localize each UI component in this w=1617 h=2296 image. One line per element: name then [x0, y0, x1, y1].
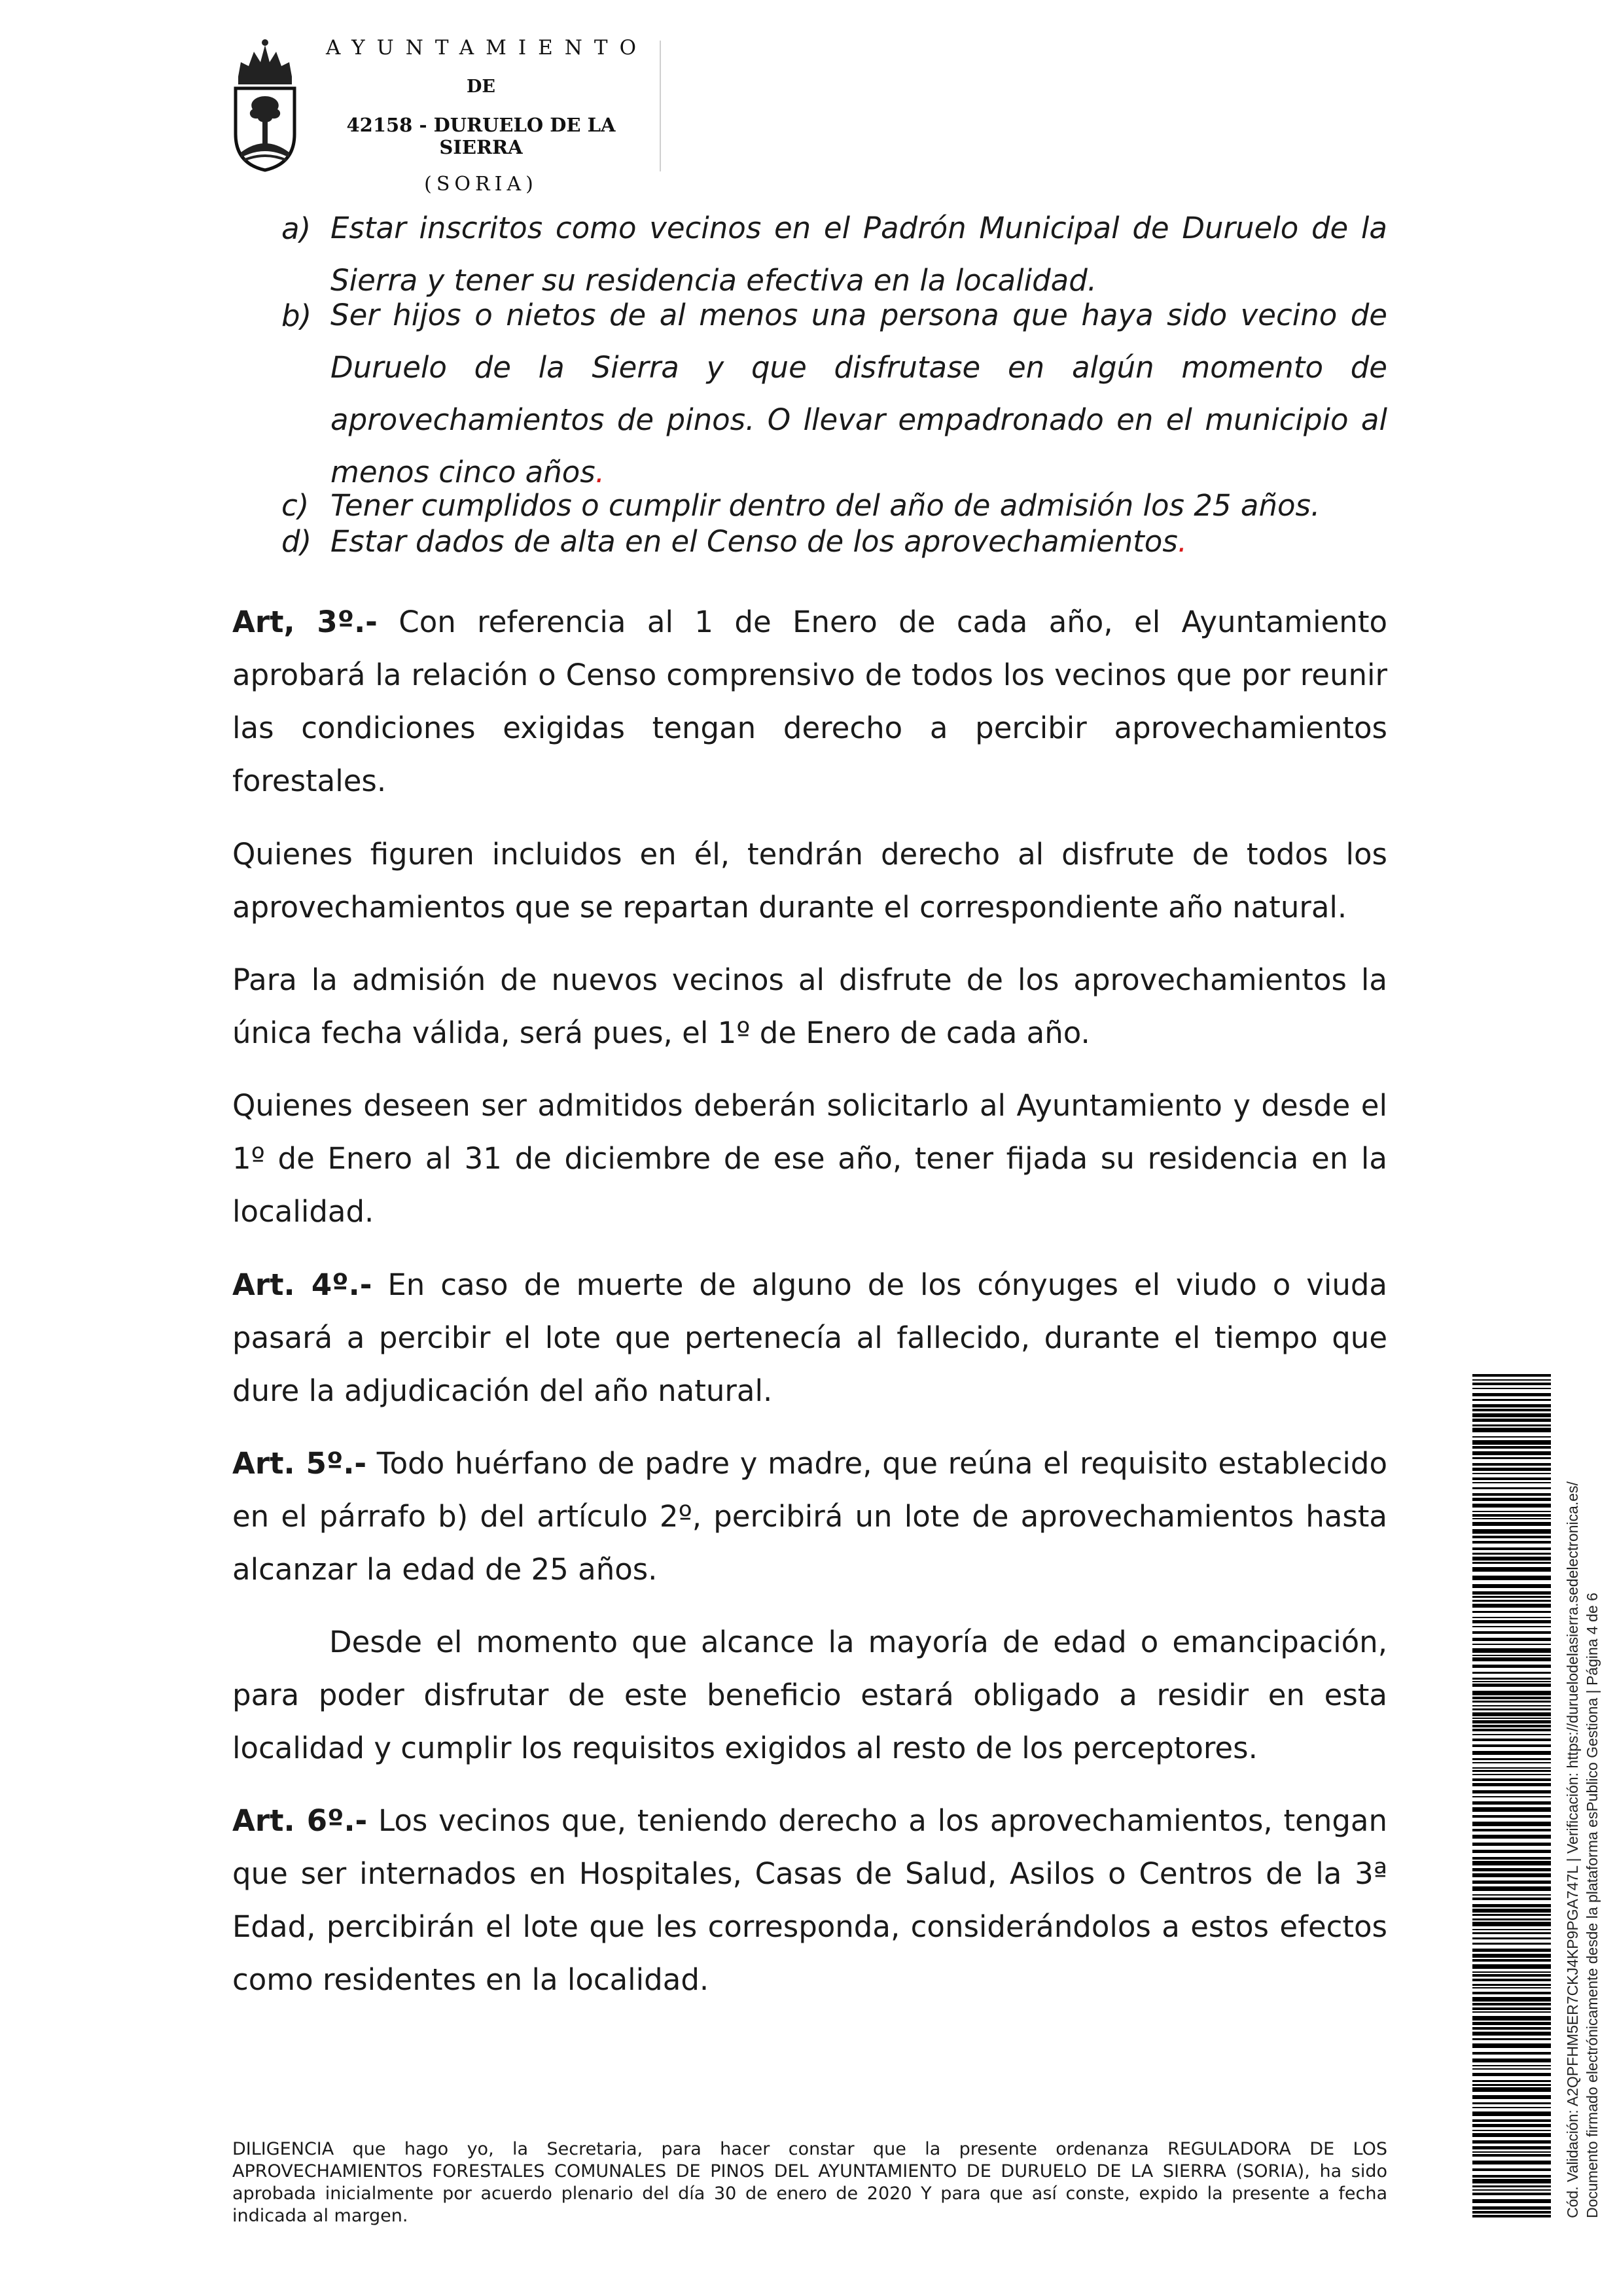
barcode-bar — [1472, 1631, 1551, 1634]
list-marker: d) — [281, 524, 312, 559]
letterhead-divider — [660, 41, 661, 171]
barcode-bar — [1472, 1807, 1551, 1812]
list-item-text: Estar inscritos como vecinos en el Padrón Municipal de Duruelo de la Sierra y tener su residencia efectiva en la localidad. — [330, 211, 1387, 298]
barcode-bar — [1472, 1937, 1551, 1939]
barcode-bar — [1472, 2016, 1551, 2021]
list-marker: b) — [281, 298, 312, 333]
barcode-bar — [1472, 1413, 1551, 1417]
article-6: Art. 6º.- Los vecinos que, teniendo derecho a los aprovechamientos, tengan que ser internados en Hospitales, Casas de Salud, Asilos o Centros de la 3ª Edad, percibirán el lote que les corresponda, considerándolos a estos efectos como residentes en la localidad. — [232, 1803, 1387, 1997]
barcode-bar — [1472, 1536, 1551, 1538]
barcode-bar — [1472, 1591, 1551, 1595]
barcode-bar — [1472, 1436, 1551, 1438]
barcode-bar — [1472, 1576, 1551, 1580]
barcode-bar — [1472, 2161, 1551, 2164]
barcode-bar — [1472, 2007, 1551, 2010]
barcode-bar — [1472, 1691, 1551, 1695]
barcode-bar — [1472, 1493, 1551, 1496]
barcode-bar — [1472, 1997, 1551, 2002]
barcode-bar — [1472, 1409, 1551, 1411]
barcode-bar — [1472, 1511, 1551, 1512]
barcode-bar — [1472, 1979, 1551, 1981]
barcode-bar — [1472, 1914, 1551, 1916]
barcode-bar — [1472, 1718, 1551, 1719]
barcode-bar — [1472, 1584, 1551, 1588]
paragraph: Desde el momento que alcance la mayoría de edad o emancipación, para poder disfrutar de este beneficio estará obligado a residir en esta localidad y cumplir los requisitos exigidos al resto de los perceptores. — [232, 1625, 1387, 1765]
barcode-bar — [1472, 1498, 1551, 1501]
barcode-bar — [1472, 2095, 1551, 2099]
barcode-bar — [1472, 2119, 1551, 2122]
barcode-bar — [1472, 1620, 1551, 1623]
diligence-note: DILIGENCIA que hago yo, la Secretaria, para hacer constar que la presente ordenanza REGULADORA DE LOS APROVECHAMIENTOS FORESTALES COMUNALES DE PINOS DEL AYUNTAMIENTO DE DURUELO DE LA SIERRA (SORIA), ha sido aprobada inicialmente por acuerdo plenario del día 30 de enero de 2020 Y para que así conste, expido la presente a fecha indicada al margen. — [232, 2139, 1387, 2226]
barcode-bar — [1472, 1557, 1551, 1561]
barcode-bar — [1472, 1604, 1551, 1608]
barcode-bar — [1472, 1626, 1551, 1627]
barcode-bar — [1472, 2080, 1551, 2082]
barcode-bar — [1472, 2068, 1551, 2070]
barcode-bar — [1472, 1541, 1551, 1544]
barcode-bar — [1472, 1487, 1551, 1489]
barcode-bar — [1472, 1783, 1551, 1786]
barcode-bar — [1472, 1596, 1551, 1598]
barcode-bar — [1472, 1457, 1551, 1459]
barcode-bar — [1472, 1562, 1551, 1564]
barcode-bar — [1472, 2211, 1551, 2214]
barcode-bar — [1472, 1767, 1551, 1769]
article-label: Art. 6º.- — [232, 1803, 368, 1838]
barcode-bar — [1472, 2102, 1551, 2104]
article-label: Art. 4º.- — [232, 1267, 372, 1302]
barcode-bar — [1472, 2215, 1551, 2217]
article-label: Art. 5º.- — [232, 1446, 367, 1481]
barcode-bar — [1472, 1739, 1551, 1741]
barcode-bar — [1472, 1477, 1551, 1480]
barcode-bar — [1472, 1861, 1551, 1865]
barcode-bar — [1472, 1518, 1551, 1519]
barcode-bar — [1472, 1648, 1551, 1653]
barcode-bar — [1472, 2189, 1551, 2191]
barcode-bar — [1472, 1547, 1551, 1550]
barcode-bar — [1472, 1873, 1551, 1877]
barcode-bar — [1472, 1918, 1551, 1920]
barcode-bar — [1472, 1529, 1551, 1534]
barcode-bar — [1472, 1857, 1551, 1860]
barcode-bar — [1472, 1894, 1551, 1896]
barcode-bar — [1472, 1638, 1551, 1641]
barcode-bar — [1472, 1463, 1551, 1466]
barcode-bar — [1472, 1681, 1551, 1682]
barcode-bar — [1472, 1964, 1551, 1969]
barcode-bar — [1472, 1835, 1551, 1839]
barcode-bar — [1472, 2058, 1551, 2062]
barcode-bar — [1472, 1886, 1551, 1891]
list-marker: a) — [281, 211, 311, 246]
barcode-bar — [1472, 1751, 1551, 1755]
barcode-bar — [1472, 1705, 1551, 1706]
barcode-bar — [1472, 1922, 1551, 1926]
barcode-bar — [1472, 1898, 1551, 1900]
barcode-bar — [1472, 1404, 1551, 1407]
barcode-bar — [1472, 1720, 1551, 1723]
barcode-bar — [1472, 2193, 1551, 2195]
barcode-bar — [1472, 1778, 1551, 1781]
barcode-bar — [1472, 1514, 1551, 1517]
barcode-bar — [1472, 2027, 1551, 2030]
barcode-bar — [1472, 1672, 1551, 1674]
article-5: Art. 5º.- Todo huérfano de padre y madre, que reúna el requisito establecido en el párrafo b) del artículo 2º, percibirá un lote de aprovechamientos hasta alcanzar la edad de 25 años. — [232, 1446, 1387, 1587]
paragraph: Quienes figuren incluidos en él, tendrán derecho al disfrute de todos los aprovechamientos que se repartan durante el correspondiente año natural. — [232, 837, 1387, 925]
barcode-bar — [1472, 2124, 1551, 2127]
barcode-bar — [1472, 1843, 1551, 1846]
barcode-bar — [1472, 1984, 1551, 1986]
barcode-bar — [1472, 2168, 1551, 2171]
barcode-bar — [1472, 2133, 1551, 2137]
barcode-bar — [1472, 2073, 1551, 2076]
barcode-bar — [1472, 2052, 1551, 2055]
barcode-bar — [1472, 1796, 1551, 1797]
letterhead-line-3: 42158 - DURUELO DE LA SIERRA — [346, 114, 616, 158]
municipal-crest-icon — [229, 36, 301, 173]
barcode-bar — [1472, 1379, 1551, 1381]
barcode-bar — [1472, 2199, 1551, 2203]
barcode-bar — [1472, 1974, 1551, 1977]
barcode-bar — [1472, 1725, 1551, 1727]
barcode-bar — [1472, 1504, 1551, 1508]
list-item-text: Ser hijos o nietos de al menos una persona que haya sido vecino de Duruelo de la Sierra y que disfrutase en algún momento de aprovechamientos de pinos. O llevar empadronado en el municipio al menos cinco años. — [330, 298, 1387, 489]
list-item-text: Estar dados de alta en el Censo de los aprovechamientos. — [330, 524, 1188, 559]
barcode-bar — [1472, 1553, 1551, 1555]
barcode-bar — [1472, 1790, 1551, 1793]
article-4: Art. 4º.- En caso de muerte de alguno de los cónyuges el viudo o viuda pasará a percibir el lote que pertenecía al fallecido, durante el tiempo que dure la adjudicación del año natural. — [232, 1267, 1387, 1408]
barcode-bar — [1472, 1440, 1551, 1445]
barcode-bar — [1472, 1943, 1551, 1945]
barcode-bar — [1472, 1929, 1551, 1930]
barcode-bar — [1472, 1388, 1551, 1389]
barcode-bar — [1472, 1758, 1551, 1760]
barcode-bar — [1472, 2185, 1551, 2187]
barcode-bar — [1472, 1992, 1551, 1994]
barcode-bar — [1472, 1815, 1551, 1818]
verification-text — [1563, 1407, 1602, 2218]
barcode-bar — [1472, 1904, 1551, 1907]
letterhead-text — [308, 36, 654, 196]
barcode-bar — [1472, 1850, 1551, 1853]
letterhead-line-4: (SORIA) — [424, 173, 538, 196]
barcode-bar — [1472, 1617, 1551, 1618]
barcode-bar — [1472, 1987, 1551, 1988]
barcode-bar — [1472, 2032, 1551, 2036]
verification-line-1: Cód. Validación: A2QPFHM5ER7CKJ4KP9PGA747L | Verificación: https://duruelodelasierra.sedelectronica.es/ — [1564, 1481, 1581, 2218]
barcode-bar — [1472, 1657, 1551, 1661]
paragraph: Quienes deseen ser admitidos deberán solicitarlo al Ayuntamiento y desde el 1º de Enero al 31 de diciembre de ese año, tener fijada su residencia en la localidad. — [232, 1088, 1387, 1229]
barcode-bar — [1472, 2038, 1551, 2040]
barcode-bar — [1472, 2146, 1551, 2149]
verification-line-2: Documento firmado electrónicamente desde la plataforma esPublico Gestiona | Página 4 de 6 — [1584, 1593, 1601, 2218]
barcode-bar — [1472, 1374, 1551, 1377]
barcode-bar — [1472, 1684, 1551, 1687]
barcode-bar — [1472, 1829, 1551, 1831]
barcode-bar — [1472, 1701, 1551, 1703]
barcode-bar — [1472, 1393, 1551, 1396]
list-item-text: Tener cumplidos o cumplir dentro del año de admisión los 25 años. — [330, 488, 1321, 523]
barcode-bar — [1472, 1451, 1551, 1455]
barcode-bar — [1472, 2011, 1551, 2013]
barcode-bar — [1472, 2084, 1551, 2086]
barcode-bar — [1472, 1744, 1551, 1747]
barcode-bar — [1472, 1734, 1551, 1735]
barcode-bar — [1472, 2151, 1551, 2153]
barcode-bar — [1472, 2130, 1551, 2131]
barcode-bar — [1472, 1697, 1551, 1699]
barcode-bar — [1472, 1665, 1551, 1668]
letterhead-line-1: AYUNTAMIENTO — [325, 36, 649, 60]
barcode-bar — [1472, 1712, 1551, 1716]
barcode-bar — [1472, 1959, 1551, 1962]
barcode-bar — [1472, 1419, 1551, 1422]
barcode-bar — [1472, 1822, 1551, 1826]
barcode-bar — [1472, 2206, 1551, 2210]
barcode-bar — [1472, 1522, 1551, 1526]
barcode-bar — [1472, 1971, 1551, 1973]
barcode-bar — [1472, 1399, 1551, 1401]
barcode-bar — [1472, 1932, 1551, 1934]
barcode-bar — [1472, 1729, 1551, 1731]
barcode-bar — [1472, 1446, 1551, 1449]
barcode-bar — [1472, 1801, 1551, 1805]
barcode-bar — [1472, 1868, 1551, 1871]
article-3: Art, 3º.- Con referencia al 1 de Enero de cada año, el Ayuntamiento aprobará la relación o Censo comprensivo de todos los vecinos que por reunir las condiciones exigidas tengan derecho a percibir aprovechamientos forestales. — [232, 605, 1387, 798]
barcode-bar — [1472, 1600, 1551, 1602]
barcode-bar — [1472, 2179, 1551, 2183]
barcode-bar — [1472, 1881, 1551, 1884]
barcode-bar — [1472, 2140, 1551, 2144]
barcode-bar — [1472, 1655, 1551, 1656]
barcode-bar — [1472, 2003, 1551, 2005]
barcode-bar — [1472, 1770, 1551, 1772]
barcode-bar — [1472, 1468, 1551, 1471]
barcode-bar — [1472, 1482, 1551, 1483]
barcode-bar — [1472, 1762, 1551, 1763]
paragraph: Para la admisión de nuevos vecinos al disfrute de los aprovechamientos la única fecha válida, será pues, el 1º de Enero de cada año. — [232, 963, 1387, 1050]
barcode-bar — [1472, 2043, 1551, 2048]
barcode-bar — [1472, 2175, 1551, 2178]
list-marker: c) — [281, 488, 310, 523]
barcode-bar — [1472, 1428, 1551, 1432]
barcode-bar — [1472, 2022, 1551, 2025]
barcode-bar — [1472, 2154, 1551, 2157]
article-label: Art, 3º.- — [232, 605, 378, 639]
barcode-bar — [1472, 2107, 1551, 2108]
barcode-bar — [1472, 1949, 1551, 1952]
barcode-bar — [1472, 2111, 1551, 2116]
barcode-bar — [1472, 1424, 1551, 1426]
barcode-bar — [1472, 1567, 1551, 1572]
barcode-bar — [1472, 2087, 1551, 2092]
barcode-bar — [1472, 1644, 1551, 1645]
barcode-bar — [1472, 1611, 1551, 1613]
barcode-bar — [1472, 1954, 1551, 1958]
barcode-bar — [1472, 1383, 1551, 1385]
barcode-bar — [1472, 1909, 1551, 1913]
barcode-bar — [1472, 1473, 1551, 1474]
letterhead — [229, 36, 661, 196]
barcode-bar — [1472, 1678, 1551, 1680]
letterhead-line-2: DE — [467, 77, 495, 97]
barcode-bar — [1472, 1774, 1551, 1775]
barcode-bar — [1472, 2065, 1551, 2066]
barcode-bar — [1472, 1708, 1551, 1710]
